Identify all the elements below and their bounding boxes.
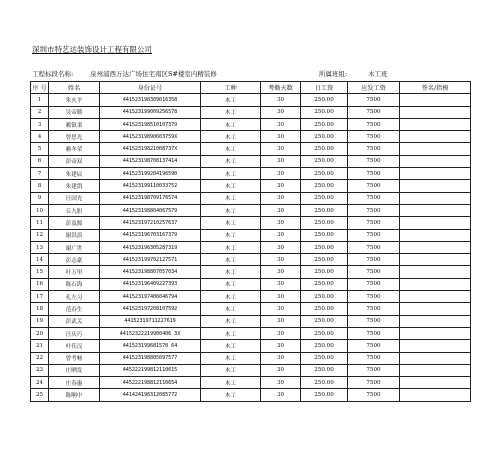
cell-name: 汪国光: [49, 192, 100, 204]
cell-index: 18: [31, 303, 49, 315]
cell-attendance-days: 30: [261, 266, 301, 278]
table-row: [31, 168, 471, 180]
cell-trade: 木工: [201, 204, 261, 216]
cell-name: 孔左习: [49, 291, 100, 303]
cell-signature: [400, 377, 471, 389]
cell-name: 谢洪浪: [49, 229, 100, 241]
cell-attendance-days: 30: [261, 118, 301, 130]
cell-attendance-days: 30: [261, 315, 301, 327]
cell-name: 彭帝双: [49, 155, 100, 167]
header-name: 姓名: [49, 82, 100, 94]
cell-attendance-days: 30: [261, 377, 301, 389]
cell-signature: [400, 143, 471, 155]
cell-daily-wage: 250.00: [301, 118, 348, 130]
cell-id-number: 441523198708137414: [100, 155, 201, 167]
cell-name: 庄晒发: [49, 364, 100, 376]
cell-daily-wage: 250.00: [301, 278, 348, 290]
cell-daily-wage: 250.00: [301, 192, 348, 204]
cell-trade: 木工: [201, 241, 261, 253]
header-attendance-days: 考勤天数: [261, 82, 301, 94]
cell-daily-wage: 250.00: [301, 377, 348, 389]
cell-payable-wage: 7500: [348, 241, 400, 253]
cell-payable-wage: 7500: [348, 315, 400, 327]
cell-trade: 木工: [201, 106, 261, 118]
cell-signature: [400, 155, 471, 167]
cell-id-number: 441523197208107592: [100, 303, 201, 315]
project-name: 泉州浦西万达广场住宅南区S#楼室内精装修: [90, 70, 217, 78]
cell-signature: [400, 106, 471, 118]
cell-trade: 木工: [201, 340, 261, 352]
cell-name: 赖冬荣: [49, 143, 100, 155]
cell-signature: [400, 217, 471, 229]
cell-payable-wage: 7500: [348, 155, 400, 167]
cell-payable-wage: 7500: [348, 106, 400, 118]
table-row: [31, 389, 471, 401]
cell-name: 曾考畅: [49, 352, 100, 364]
cell-attendance-days: 30: [261, 143, 301, 155]
cell-signature: [400, 118, 471, 130]
table-row: [31, 241, 471, 253]
cell-attendance-days: 30: [261, 180, 301, 192]
cell-daily-wage: 250.00: [301, 389, 348, 401]
table-row: [31, 340, 471, 352]
cell-index: 19: [31, 315, 49, 327]
cell-payable-wage: 7500: [348, 303, 400, 315]
table-row: [31, 377, 471, 389]
table-row: [31, 266, 471, 278]
cell-trade: 木工: [201, 278, 261, 290]
cell-index: 22: [31, 352, 49, 364]
cell-daily-wage: 250.00: [301, 180, 348, 192]
table-row: [31, 143, 471, 155]
cell-signature: [400, 192, 471, 204]
cell-id-number: 441523199204196590: [100, 168, 201, 180]
cell-trade: 木工: [201, 315, 261, 327]
cell-name: 曾思光: [49, 131, 100, 143]
table-row: [31, 204, 471, 216]
cell-daily-wage: 250.00: [301, 327, 348, 339]
cell-name: 范春生: [49, 303, 100, 315]
team-label: 所属班组:: [319, 70, 348, 78]
cell-index: 1: [31, 94, 49, 106]
cell-signature: [400, 254, 471, 266]
cell-payable-wage: 7500: [348, 364, 400, 376]
cell-signature: [400, 352, 471, 364]
cell-attendance-days: 30: [261, 168, 301, 180]
table-row: [31, 327, 471, 339]
cell-trade: 木工: [201, 377, 261, 389]
header-signature: 签名/指模: [400, 82, 471, 94]
cell-signature: [400, 266, 471, 278]
cell-signature: [400, 241, 471, 253]
cell-attendance-days: 30: [261, 303, 301, 315]
table-row: [31, 180, 471, 192]
header-daily-wage: 日工资: [301, 82, 348, 94]
cell-id-number: 441523197210257637: [100, 217, 201, 229]
cell-trade: 木工: [201, 352, 261, 364]
cell-name: 赖镇秉: [49, 118, 100, 130]
cell-id-number: 441523198510107379: [100, 118, 201, 130]
table-row: [31, 364, 471, 376]
cell-signature: [400, 229, 471, 241]
cell-attendance-days: 30: [261, 352, 301, 364]
cell-index: 20: [31, 327, 49, 339]
cell-index: 23: [31, 364, 49, 376]
cell-name: 彭武关: [49, 315, 100, 327]
header-index: 序 号: [31, 82, 49, 94]
cell-id-number: 441523196703167379: [100, 229, 201, 241]
cell-attendance-days: 30: [261, 229, 301, 241]
cell-trade: 木工: [201, 389, 261, 401]
cell-index: 25: [31, 389, 49, 401]
team-name: 木工班: [368, 70, 388, 78]
cell-name: 朱建凯: [49, 180, 100, 192]
cell-attendance-days: 30: [261, 254, 301, 266]
cell-daily-wage: 250.00: [301, 155, 348, 167]
cell-trade: 木工: [201, 217, 261, 229]
cell-trade: 木工: [201, 168, 261, 180]
payroll-table: [30, 81, 471, 402]
cell-daily-wage: 250.00: [301, 168, 348, 180]
cell-attendance-days: 30: [261, 241, 301, 253]
table-row: [31, 229, 471, 241]
cell-signature: [400, 278, 471, 290]
cell-payable-wage: 7500: [348, 204, 400, 216]
cell-name: 陈啊中: [49, 389, 100, 401]
cell-daily-wage: 250.00: [301, 229, 348, 241]
cell-id-number: 441523198807057034: [100, 266, 201, 278]
cell-attendance-days: 30: [261, 327, 301, 339]
table-row: [31, 131, 471, 143]
cell-id-number: 441523198709176574: [100, 192, 201, 204]
cell-trade: 木工: [201, 229, 261, 241]
cell-id-number: 445222198812110654: [100, 377, 201, 389]
cell-trade: 木工: [201, 143, 261, 155]
table-row: [31, 352, 471, 364]
cell-name: 谢广世: [49, 241, 100, 253]
cell-payable-wage: 7500: [348, 168, 400, 180]
cell-id-number: 441523197406046794: [100, 291, 201, 303]
cell-daily-wage: 250.00: [301, 315, 348, 327]
table-row: [31, 278, 471, 290]
cell-id-number: 44152319711227619: [100, 315, 201, 327]
cell-name: 朱火平: [49, 94, 100, 106]
cell-attendance-days: 30: [261, 192, 301, 204]
cell-id-number: 441523199681570 64: [100, 340, 201, 352]
cell-signature: [400, 389, 471, 401]
cell-payable-wage: 7500: [348, 217, 400, 229]
cell-payable-wage: 7500: [348, 291, 400, 303]
table-row: [31, 94, 471, 106]
cell-daily-wage: 250.00: [301, 131, 348, 143]
cell-daily-wage: 250.00: [301, 143, 348, 155]
cell-daily-wage: 250.00: [301, 291, 348, 303]
cell-signature: [400, 204, 471, 216]
cell-daily-wage: 250.00: [301, 303, 348, 315]
cell-payable-wage: 7500: [348, 192, 400, 204]
table-row: [31, 291, 471, 303]
cell-payable-wage: 7500: [348, 94, 400, 106]
cell-id-number: 441424196312085772: [100, 389, 201, 401]
cell-id-number: 44152319821008737X: [100, 143, 201, 155]
cell-payable-wage: 7500: [348, 389, 400, 401]
cell-trade: 木工: [201, 303, 261, 315]
cell-attendance-days: 30: [261, 278, 301, 290]
cell-id-number: 441523199702127571: [100, 254, 201, 266]
cell-signature: [400, 340, 471, 352]
cell-payable-wage: 7500: [348, 377, 400, 389]
cell-index: 6: [31, 155, 49, 167]
cell-daily-wage: 250.00: [301, 352, 348, 364]
cell-signature: [400, 303, 471, 315]
header-trade: 工种: [201, 82, 261, 94]
cell-payable-wage: 7500: [348, 143, 400, 155]
cell-payable-wage: 7500: [348, 180, 400, 192]
cell-payable-wage: 7500: [348, 131, 400, 143]
cell-id-number: 441523196409227393: [100, 278, 201, 290]
cell-signature: [400, 168, 471, 180]
table-row: [31, 118, 471, 130]
cell-attendance-days: 30: [261, 340, 301, 352]
cell-attendance-days: 30: [261, 155, 301, 167]
cell-attendance-days: 30: [261, 364, 301, 376]
cell-signature: [400, 291, 471, 303]
cell-daily-wage: 250.00: [301, 241, 348, 253]
cell-id-number: 441523198805097577: [100, 352, 201, 364]
cell-attendance-days: 30: [261, 106, 301, 118]
cell-attendance-days: 30: [261, 389, 301, 401]
table-row: [31, 254, 471, 266]
cell-index: 11: [31, 217, 49, 229]
cell-index: 14: [31, 254, 49, 266]
cell-daily-wage: 250.00: [301, 266, 348, 278]
cell-signature: [400, 131, 471, 143]
cell-id-number: 441523199110033752: [100, 180, 201, 192]
cell-index: 2: [31, 106, 49, 118]
project-label: 工程标段名称:: [32, 70, 74, 78]
cell-daily-wage: 250.00: [301, 106, 348, 118]
cell-attendance-days: 30: [261, 131, 301, 143]
cell-signature: [400, 364, 471, 376]
cell-index: 4: [31, 131, 49, 143]
company-name: [32, 44, 152, 55]
table-header-row: [31, 82, 471, 94]
cell-id-number: 44152322219900406 3X: [100, 327, 201, 339]
project-info-bar: [32, 69, 468, 79]
cell-payable-wage: 7500: [348, 278, 400, 290]
cell-id-number: 441523198804067579: [100, 204, 201, 216]
cell-id-number: 441523196305287319: [100, 241, 201, 253]
table-row: [31, 315, 471, 327]
cell-id-number: 445222199812110615: [100, 364, 201, 376]
cell-trade: 木工: [201, 155, 261, 167]
cell-payable-wage: 7500: [348, 118, 400, 130]
cell-index: 15: [31, 266, 49, 278]
cell-trade: 木工: [201, 192, 261, 204]
cell-name: 庄春惠: [49, 377, 100, 389]
cell-daily-wage: 250.00: [301, 364, 348, 376]
cell-attendance-days: 30: [261, 291, 301, 303]
cell-index: 12: [31, 229, 49, 241]
cell-index: 24: [31, 377, 49, 389]
cell-daily-wage: 250.00: [301, 254, 348, 266]
cell-daily-wage: 250.00: [301, 217, 348, 229]
table-row: [31, 303, 471, 315]
cell-attendance-days: 30: [261, 94, 301, 106]
header-payable-wage: 应发工资: [348, 82, 400, 94]
cell-name: 丘九胆: [49, 204, 100, 216]
cell-index: 3: [31, 118, 49, 130]
cell-signature: [400, 315, 471, 327]
cell-payable-wage: 7500: [348, 340, 400, 352]
cell-name: 吴帝勝: [49, 106, 100, 118]
cell-payable-wage: 7500: [348, 229, 400, 241]
table-row: [31, 155, 471, 167]
cell-index: 16: [31, 278, 49, 290]
cell-trade: 木工: [201, 364, 261, 376]
cell-trade: 木工: [201, 291, 261, 303]
cell-payable-wage: 7500: [348, 327, 400, 339]
cell-trade: 木工: [201, 118, 261, 130]
cell-index: 5: [31, 143, 49, 155]
cell-attendance-days: 30: [261, 217, 301, 229]
table-row: [31, 217, 471, 229]
company-name-text: 深圳市特艺达装饰设计工程有限公司: [32, 45, 152, 54]
cell-signature: [400, 180, 471, 192]
cell-id-number: 44152319890603759X: [100, 131, 201, 143]
cell-index: 17: [31, 291, 49, 303]
cell-trade: 木工: [201, 131, 261, 143]
table-body: [31, 94, 471, 401]
header-id-number: 身份证号: [100, 82, 201, 94]
cell-daily-wage: 250.00: [301, 204, 348, 216]
cell-id-number: 441523199009256578: [100, 106, 201, 118]
cell-index: 10: [31, 204, 49, 216]
table-row: [31, 192, 471, 204]
cell-name: 叶万里: [49, 266, 100, 278]
cell-name: 叶佳汉: [49, 340, 100, 352]
cell-id-number: 441523198309016358: [100, 94, 201, 106]
cell-trade: 木工: [201, 94, 261, 106]
cell-index: 9: [31, 192, 49, 204]
cell-index: 8: [31, 180, 49, 192]
cell-attendance-days: 30: [261, 204, 301, 216]
cell-name: 陈石海: [49, 278, 100, 290]
cell-trade: 木工: [201, 327, 261, 339]
cell-index: 21: [31, 340, 49, 352]
cell-name: 彭志豪: [49, 254, 100, 266]
cell-name: 汪庆巧: [49, 327, 100, 339]
cell-name: 朱建辰: [49, 168, 100, 180]
cell-signature: [400, 327, 471, 339]
cell-index: 7: [31, 168, 49, 180]
cell-trade: 木工: [201, 180, 261, 192]
cell-daily-wage: 250.00: [301, 94, 348, 106]
cell-signature: [400, 94, 471, 106]
cell-index: 13: [31, 241, 49, 253]
cell-payable-wage: 7500: [348, 266, 400, 278]
cell-daily-wage: 250.00: [301, 340, 348, 352]
cell-trade: 木工: [201, 266, 261, 278]
cell-trade: 木工: [201, 254, 261, 266]
cell-payable-wage: 7500: [348, 254, 400, 266]
cell-payable-wage: 7500: [348, 352, 400, 364]
cell-name: 彭及源: [49, 217, 100, 229]
table-row: [31, 106, 471, 118]
